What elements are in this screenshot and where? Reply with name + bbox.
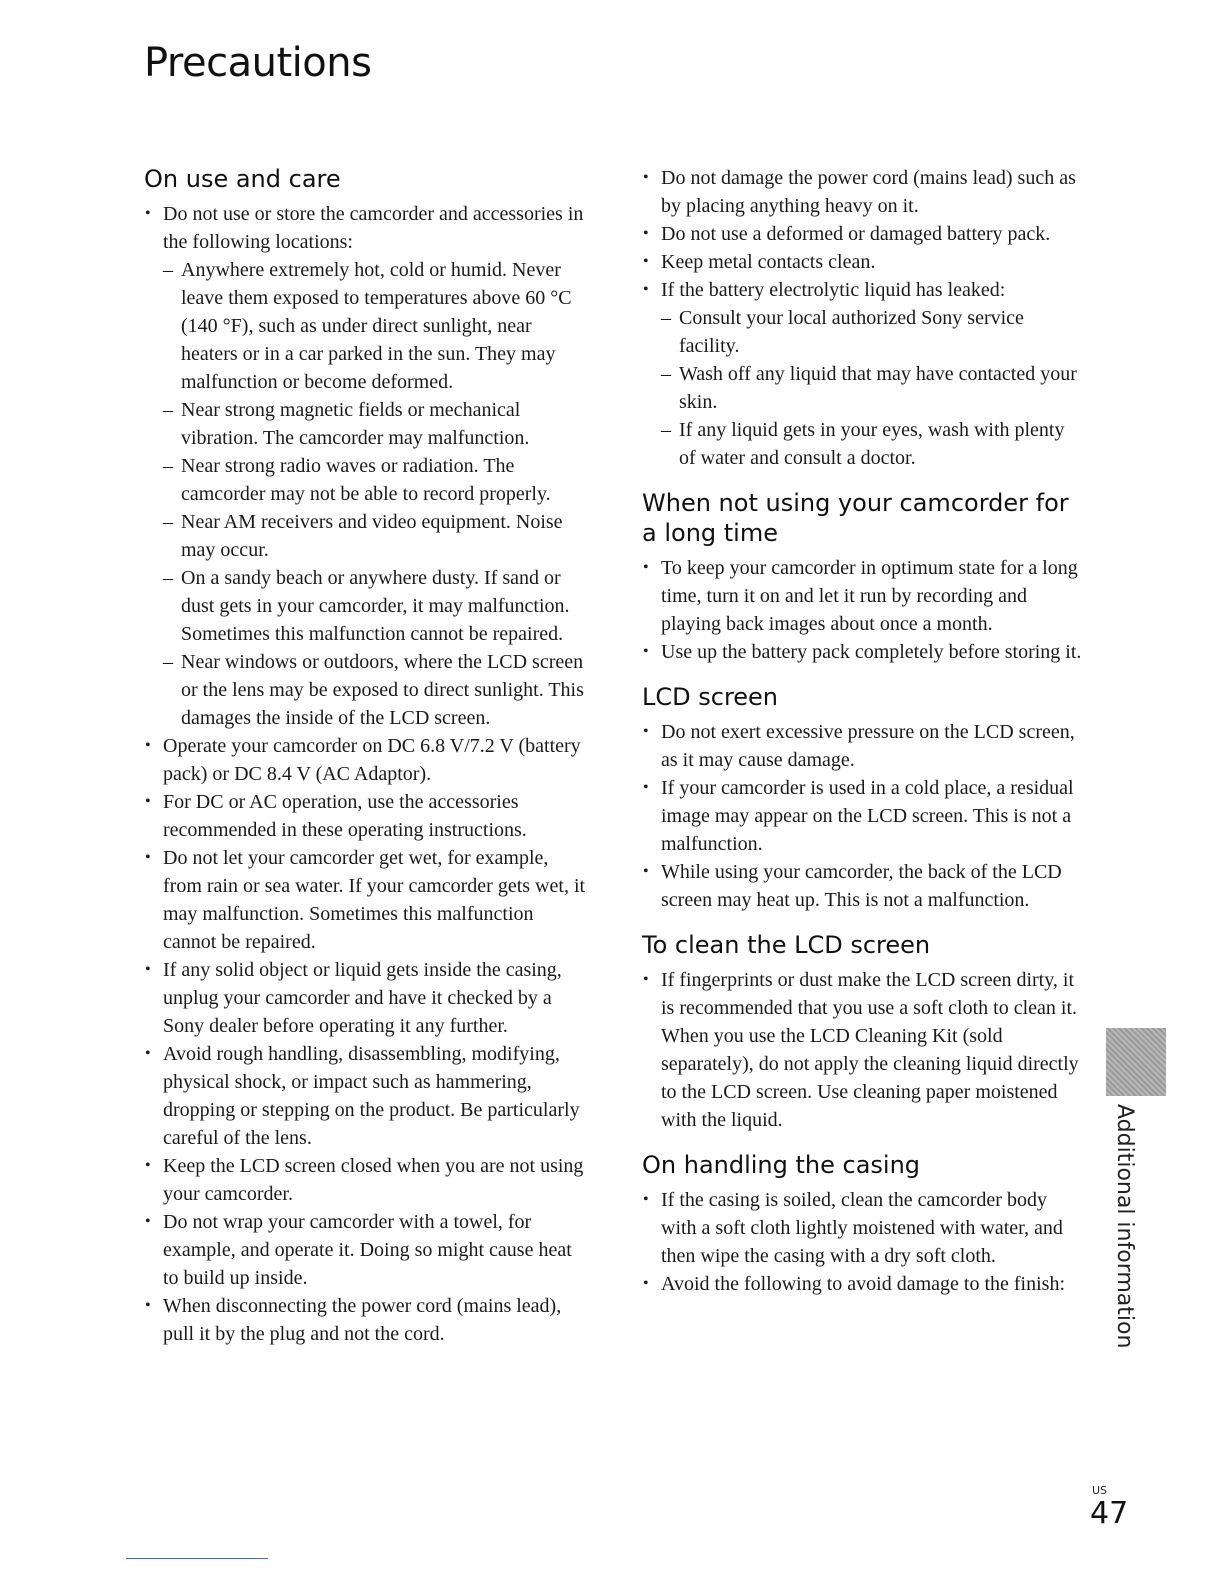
bullet-list: [642, 164, 1082, 472]
section-clean-lcd: [642, 930, 1082, 1134]
list-item: • Keep metal contacts clean.: [642, 248, 1082, 276]
bullet-list: [642, 554, 1082, 666]
section-long-time: [642, 488, 1082, 666]
section-handling-casing: [642, 1150, 1082, 1298]
bullet-list: [642, 1186, 1082, 1298]
chapter-label: Additional information: [1112, 1104, 1137, 1349]
list-item: • Keep the LCD screen closed when you are not using your camcorder.: [144, 1152, 590, 1208]
sub-item: – Consult your local authorized Sony service facility.: [661, 304, 1082, 360]
sub-item: – Near strong radio waves or radiation. The camcorder may not be able to record properly.: [163, 452, 590, 508]
sub-item: – On a sandy beach or anywhere dusty. If sand or dust gets in your camcorder, it may malfunction. Sometimes this malfunction cannot be repaired.: [163, 564, 590, 648]
list-item: • While using your camcorder, the back of the LCD screen may heat up. This is not a malfunction.: [642, 858, 1082, 914]
section-use-and-care-continued: [642, 164, 1082, 472]
list-item: • If your camcorder is used in a cold place, a residual image may appear on the LCD screen. This is not a malfunction.: [642, 774, 1082, 858]
sub-item: – Near windows or outdoors, where the LCD screen or the lens may be exposed to direct sunlight. This damages the inside of the LCD screen.: [163, 648, 590, 732]
list-item: • Do not wrap your camcorder with a towel, for example, and operate it. Doing so might cause heat to build up inside.: [144, 1208, 590, 1292]
list-item: • Do not use a deformed or damaged battery pack.: [642, 220, 1082, 248]
sub-item: – Near strong magnetic fields or mechanical vibration. The camcorder may malfunction.: [163, 396, 590, 452]
sub-list: [163, 256, 590, 732]
section-heading: LCD screen: [642, 683, 779, 711]
list-item: • If the casing is soiled, clean the camcorder body with a soft cloth lightly moistened with water, and then wipe the casing with a dry soft cloth.: [642, 1186, 1082, 1270]
list-item: [642, 276, 1082, 472]
sub-item: – Anywhere extremely hot, cold or humid. Never leave them exposed to temperatures above 60 °C (140 °F), such as under direct sunlight, near heaters or in a car parked in the sun. They may malfunction or become deformed.: [163, 256, 590, 396]
list-item-text: If the battery electrolytic liquid has leaked:: [661, 279, 1006, 301]
section-heading: When not using your camcorder for a long time: [642, 489, 1069, 547]
list-item: • If fingerprints or dust make the LCD screen dirty, it is recommended that you use a soft cloth to clean it. When you use the LCD Cleaning Kit (sold separately), do not apply the cleaning liquid directly to the LCD screen. Use cleaning paper moistened with the liquid.: [642, 966, 1082, 1134]
right-column: [642, 164, 1082, 1314]
list-item: • Operate your camcorder on DC 6.8 V/7.2 V (battery pack) or DC 8.4 V (AC Adaptor).: [144, 732, 590, 788]
bullet-list: [642, 718, 1082, 914]
list-item: • Do not exert excessive pressure on the LCD screen, as it may cause damage.: [642, 718, 1082, 774]
footer-rule: [126, 1558, 268, 1559]
list-item: [144, 200, 590, 732]
list-item: • Avoid rough handling, disassembling, modifying, physical shock, or impact such as hammering, dropping or stepping on the product. Be particularly careful of the lens.: [144, 1040, 590, 1152]
list-item-text: Do not use or store the camcorder and accessories in the following locations:: [163, 203, 584, 253]
list-item: • If any solid object or liquid gets inside the casing, unplug your camcorder and have it checked by a Sony dealer before operating it any further.: [144, 956, 590, 1040]
section-use-and-care: [144, 164, 590, 1348]
list-item: • Use up the battery pack completely before storing it.: [642, 638, 1082, 666]
section-heading: On handling the casing: [642, 1151, 921, 1179]
list-item: • Avoid the following to avoid damage to the finish:: [642, 1270, 1082, 1298]
section-heading: On use and care: [144, 165, 341, 193]
section-lcd-screen: [642, 682, 1082, 914]
sub-item: – If any liquid gets in your eyes, wash with plenty of water and consult a doctor.: [661, 416, 1082, 472]
sub-item: – Near AM receivers and video equipment. Noise may occur.: [163, 508, 590, 564]
left-column: [144, 164, 590, 1364]
bullet-list: [642, 966, 1082, 1134]
section-heading: To clean the LCD screen: [642, 931, 931, 959]
chapter-tab-marker: [1106, 1028, 1166, 1096]
list-item: • Do not damage the power cord (mains lead) such as by placing anything heavy on it.: [642, 164, 1082, 220]
page-region-code: US: [1092, 1484, 1108, 1497]
sub-item: – Wash off any liquid that may have contacted your skin.: [661, 360, 1082, 416]
list-item: • For DC or AC operation, use the accessories recommended in these operating instructions.: [144, 788, 590, 844]
bullet-list: [144, 200, 590, 1348]
page-title: Precautions: [144, 40, 372, 86]
list-item: • To keep your camcorder in optimum state for a long time, turn it on and let it run by recording and playing back images about once a month.: [642, 554, 1082, 638]
list-item: • Do not let your camcorder get wet, for example, from rain or sea water. If your camcorder gets wet, it may malfunction. Sometimes this malfunction cannot be repaired.: [144, 844, 590, 956]
list-item: • When disconnecting the power cord (mains lead), pull it by the plug and not the cord.: [144, 1292, 590, 1348]
page-number: 47: [1090, 1496, 1129, 1531]
sub-list: [661, 304, 1082, 472]
